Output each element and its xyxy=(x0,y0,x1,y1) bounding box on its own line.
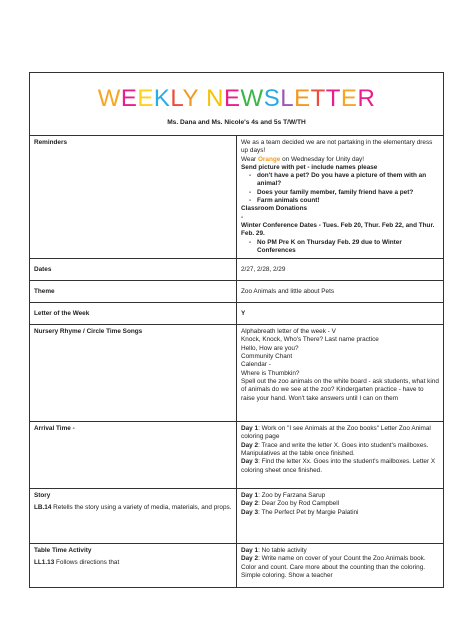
table-time-row xyxy=(30,544,444,588)
newsletter-subtitle: Ms. Dana and Ms. Nicole's 4s and 5s T/W/TH xyxy=(167,119,306,126)
title-cell xyxy=(30,73,444,136)
arrival-day xyxy=(241,458,439,475)
story-label-cell xyxy=(30,489,237,544)
reminder-text: - Tues. Feb 20, Thur. Feb 22, and Thur. Feb. 29. xyxy=(241,221,435,238)
title-letter: S xyxy=(263,85,281,112)
day-label: Day 2 xyxy=(241,500,259,508)
title-letter: T xyxy=(325,85,341,112)
day-text: : Find the letter Xx. Goes into the student's mailboxes. Letter X coloring sheet once finished. xyxy=(241,458,436,474)
day-text: : Zoo by Farzana Sarup xyxy=(258,492,326,500)
table-time-day xyxy=(241,555,439,580)
reminders-row xyxy=(30,136,444,259)
arrival-day xyxy=(241,442,439,459)
title-letter: E xyxy=(340,85,358,112)
reminder-bullet: - No PM Pre K on Thursday Feb. 29 due to Winter Conferences xyxy=(241,239,439,256)
reminder-bullet: - Farm animals count! xyxy=(241,197,439,205)
reminder-line xyxy=(241,222,439,239)
story-label: Story xyxy=(34,492,51,500)
arrival-content xyxy=(237,422,444,489)
story-content xyxy=(237,489,444,544)
nursery-line: Community Chant xyxy=(241,353,293,361)
reminders-label: Reminders xyxy=(30,136,237,259)
nursery-line: Calendar - xyxy=(241,361,271,369)
title-letter: E xyxy=(137,85,154,112)
orange-word: Orange xyxy=(257,155,281,163)
title-letter: W xyxy=(240,85,264,112)
day-label: Day 1 xyxy=(241,547,259,555)
reminder-text: Winter Conference Dates xyxy=(241,221,317,229)
day-text: : Work on "I see Animals at the Zoo books" Letter Zoo Animal coloring page xyxy=(241,425,431,441)
title-letter: K xyxy=(153,85,171,112)
day-label: Day 2 xyxy=(241,441,259,449)
table-time-day xyxy=(241,547,439,555)
standard-code: LB.14 xyxy=(34,504,52,512)
reminder-bullet: - don't have a pet? Do you have a picture of them with an animal? xyxy=(241,172,439,189)
theme-label: Theme xyxy=(30,281,237,303)
newsletter-title xyxy=(34,87,439,111)
theme-value: Zoo Animals and little about Pets xyxy=(237,281,444,303)
title-letter: E xyxy=(120,85,138,112)
letter-value: Y xyxy=(237,303,444,325)
nursery-line: Spell out the zoo animals on the white board - ask students, what kind of animals do we see at the zoo? Kindergarten practice - have to raise your hand. Won't take answers until I can on them xyxy=(241,377,439,402)
standard-desc: Follows directions that xyxy=(54,559,120,567)
standard-desc: Retells the story using a variety of media, materials, and props. xyxy=(51,504,232,512)
day-text: : No table activity xyxy=(258,547,307,555)
day-label: Day 3 xyxy=(241,508,259,516)
dates-row xyxy=(30,259,444,281)
story-day xyxy=(241,492,439,500)
table-time-standard xyxy=(34,559,232,567)
story-standard xyxy=(34,504,232,512)
nursery-row xyxy=(30,325,444,422)
reminder-text: on Wednesday for Unity day! xyxy=(280,155,365,163)
day-text: : Write name on cover of your Count the Zoo Animals book. Color and count. Care more about the counting than the coloring. Simple coloring. Show a teacher xyxy=(241,555,426,580)
newsletter-table xyxy=(29,72,444,588)
letter-label: Letter of the Week xyxy=(30,303,237,325)
title-letter: E xyxy=(294,85,311,112)
day-label: Day 3 xyxy=(241,458,259,466)
table-time-label-cell xyxy=(30,544,237,588)
title-letter: T xyxy=(310,85,326,112)
letter-row xyxy=(30,303,444,325)
story-row xyxy=(30,489,444,544)
title-letter: Y xyxy=(182,85,199,112)
reminder-line: - xyxy=(241,213,244,221)
reminders-content xyxy=(237,136,444,259)
title-letter: E xyxy=(224,85,241,112)
nursery-line: Hello, How are you? xyxy=(241,344,299,352)
story-day xyxy=(241,509,439,517)
title-letter: R xyxy=(357,85,376,112)
title-row xyxy=(30,73,444,136)
nursery-line: Knock, Knock, Who's There? Last name practice xyxy=(241,336,379,344)
reminder-text: Wear xyxy=(241,155,258,163)
day-label: Day 1 xyxy=(241,425,259,433)
day-text: : The Perfect Pet by Margie Palatini xyxy=(258,508,359,516)
reminder-bullet: - Does your family member, family friend have a pet? xyxy=(241,189,439,197)
reminder-line xyxy=(241,156,439,164)
standard-code: LL1.13 xyxy=(34,559,55,567)
reminder-line: Send picture with pet - include names please xyxy=(241,163,378,171)
day-label: Day 1 xyxy=(241,492,259,500)
arrival-row xyxy=(30,422,444,489)
day-text: : Trace and write the letter X. Goes into student's mailboxes. Manipulatives at the table once finished. xyxy=(241,441,429,458)
nursery-content xyxy=(237,325,444,422)
dates-value: 2/27, 2/28, 2/29 xyxy=(237,259,444,281)
title-letter: W xyxy=(97,85,121,112)
reminder-line: We as a team decided we are not partaking in the elementary dress up days! xyxy=(241,139,433,155)
nursery-label: Nursery Rhyme / Circle Time Songs xyxy=(30,325,237,422)
newsletter-page xyxy=(29,72,444,588)
day-label: Day 2 xyxy=(241,555,259,563)
nursery-line: Where is Thumbkin? xyxy=(241,369,300,377)
theme-row xyxy=(30,281,444,303)
title-letter: L xyxy=(170,85,183,112)
arrival-day xyxy=(241,425,439,442)
table-time-content xyxy=(237,544,444,588)
arrival-label: Arrival Time - xyxy=(30,422,237,489)
title-letter: L xyxy=(280,85,295,112)
day-text: : Dear Zoo by Rod Campbell xyxy=(258,500,340,508)
dates-label: Dates xyxy=(30,259,237,281)
title-letter: N xyxy=(206,85,225,112)
reminder-line: Classroom Donations xyxy=(241,205,308,213)
table-time-label: Table Time Activity xyxy=(34,547,92,555)
nursery-line: Alphabreath letter of the week - V xyxy=(241,328,336,336)
story-day xyxy=(241,500,439,508)
